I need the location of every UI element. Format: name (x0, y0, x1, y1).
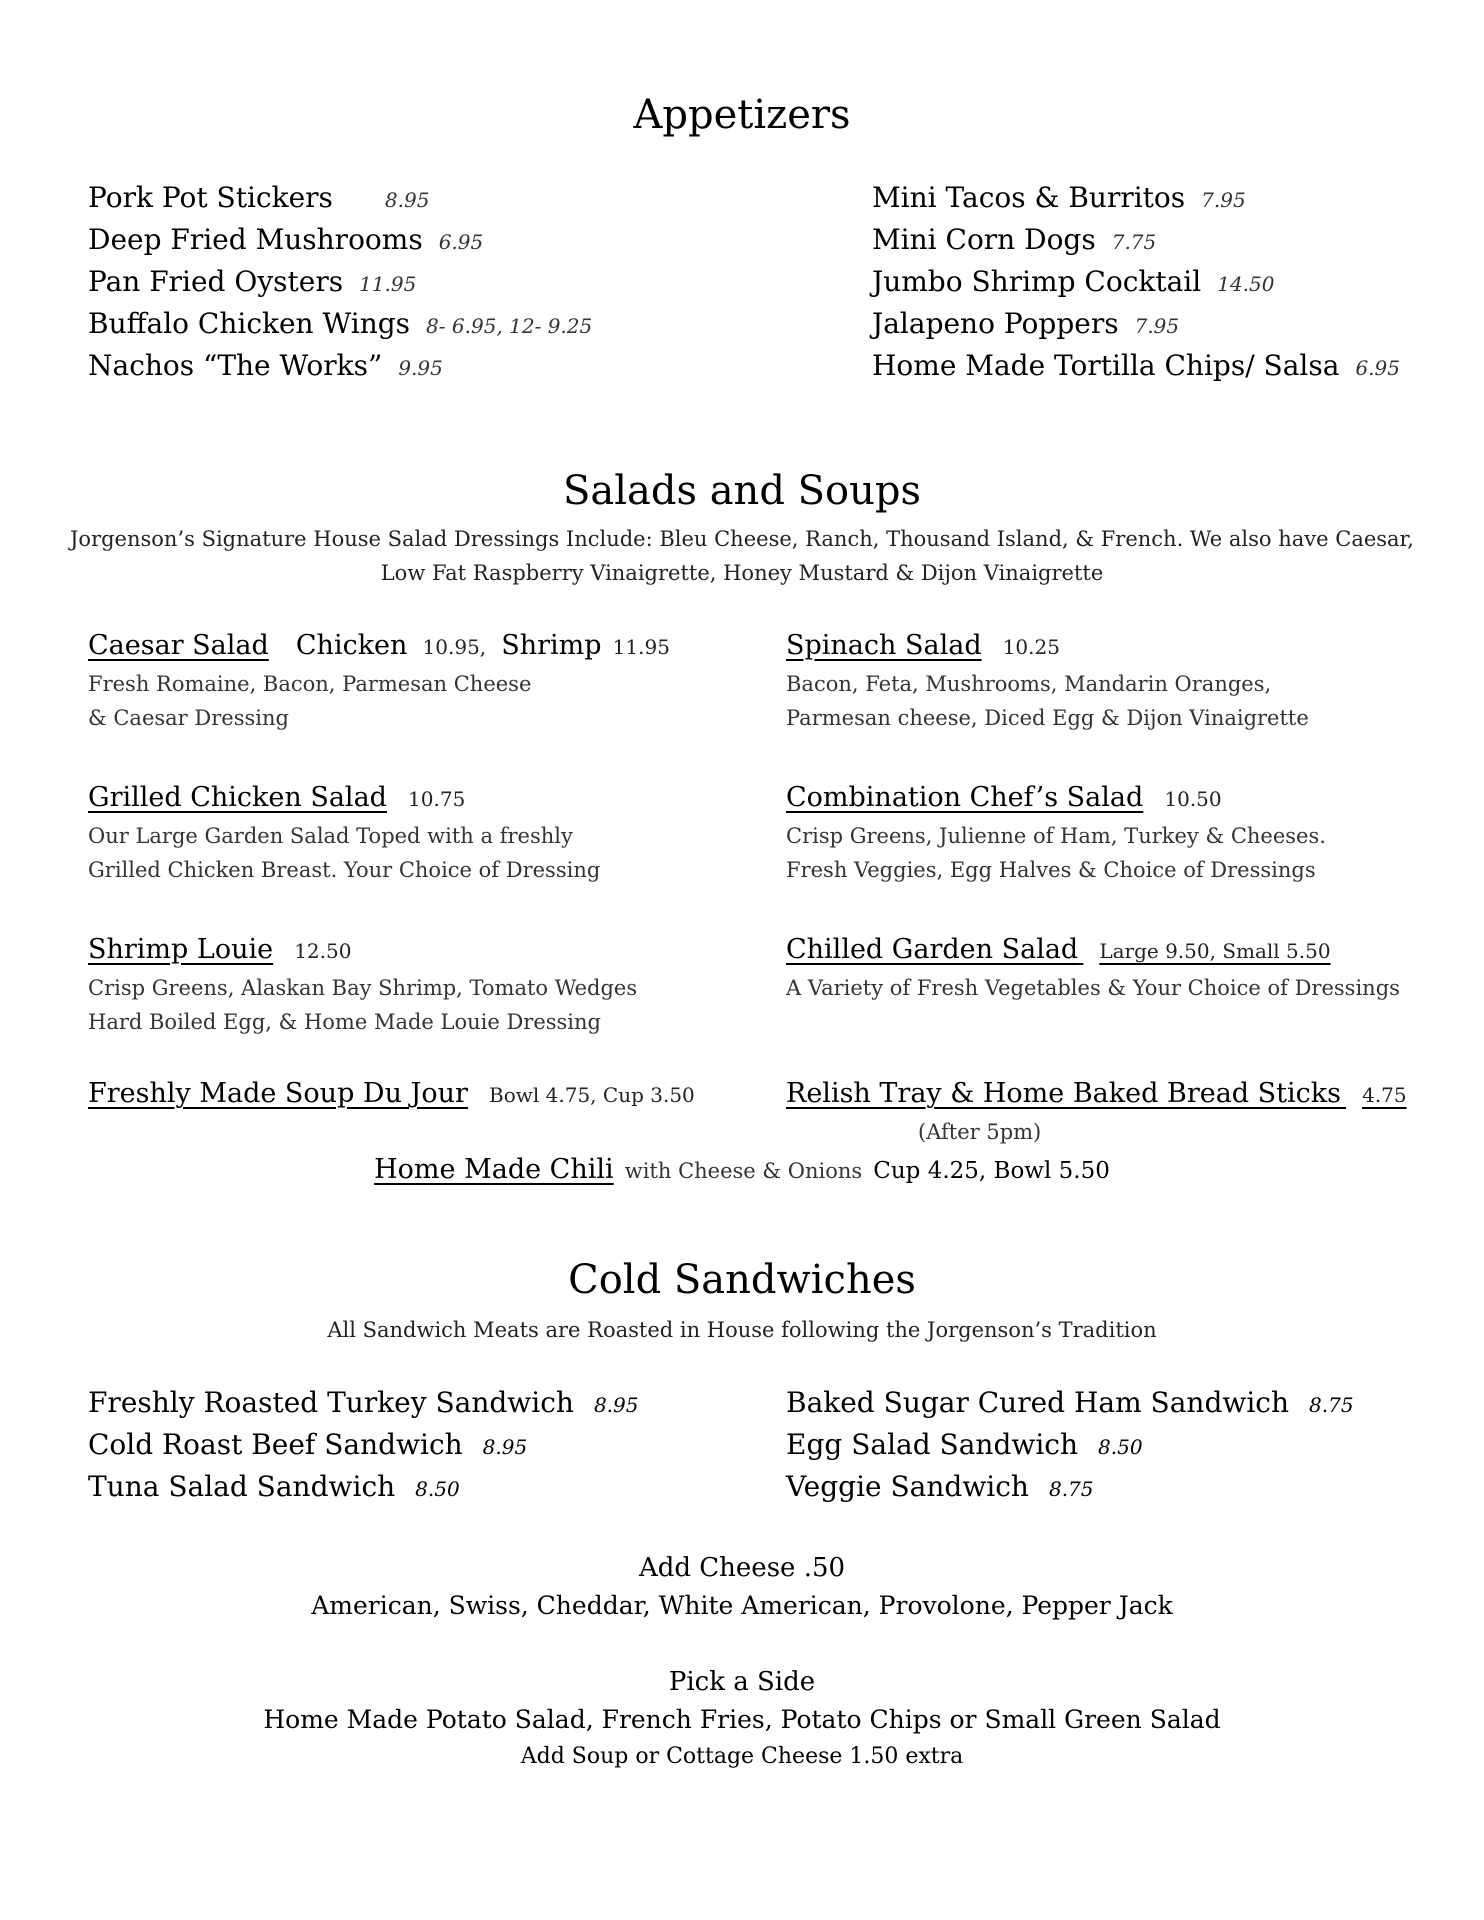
appetizer-name: Jumbo Shrimp Cocktail (872, 265, 1202, 298)
salad-price: 12.50 (294, 939, 352, 963)
sandwich-name: Tuna Salad Sandwich (88, 1470, 396, 1503)
appetizer-name: Mini Corn Dogs (872, 223, 1096, 256)
salads-heading: Salads and Soups (562, 468, 922, 514)
salad-description: Hard Boiled Egg, & Home Made Louie Dressing (88, 1010, 601, 1034)
dressings-note: Low Fat Raspberry Vinaigrette, Honey Mustard & Dijon Vinaigrette (380, 561, 1104, 585)
appetizer-price: 7.95 (1201, 188, 1246, 212)
salad-description: A Variety of Fresh Vegetables & Your Choice of Dressings (786, 976, 1400, 1000)
cheese-options: American, Swiss, Cheddar, White American, Provolone, Pepper Jack (311, 1591, 1173, 1620)
sandwich-item (88, 1470, 460, 1503)
salad-price: 10.25 (1002, 635, 1060, 659)
chili-title: Home Made Chili (374, 1154, 614, 1185)
salad-description: Grilled Chicken Breast. Your Choice of Dressing (88, 858, 601, 882)
relish-item (786, 1078, 1407, 1109)
add-cheese-title: Add Cheese .50 (638, 1553, 846, 1583)
appetizer-name: Mini Tacos & Burritos (872, 181, 1186, 214)
sandwich-name: Veggie Sandwich (786, 1470, 1029, 1503)
appetizer-item (872, 349, 1400, 382)
sandwich-name: Cold Roast Beef Sandwich (88, 1428, 463, 1461)
appetizer-price: 14.50 (1217, 272, 1275, 296)
appetizer-item (872, 307, 1179, 340)
sandwich-name: Baked Sugar Cured Ham Sandwich (786, 1386, 1290, 1419)
appetizer-price: 8- 6.95, 12- 9.25 (426, 314, 593, 338)
sandwich-item (786, 1470, 1094, 1503)
salad-price: 11.95 (612, 635, 670, 659)
pick-side-title: Pick a Side (668, 1667, 816, 1697)
salad-option-label: Shrimp (501, 630, 602, 661)
salad-title: Shrimp Louie (88, 934, 274, 965)
salad-price: 10.50 (1164, 787, 1222, 811)
appetizer-price: 6.95 (438, 230, 484, 254)
sandwich-item (786, 1386, 1354, 1419)
appetizer-name: Buffalo Chicken Wings (88, 307, 411, 340)
salad-title: Chilled Garden Salad (786, 934, 1079, 965)
salad-item-spinach (786, 630, 1060, 661)
salad-price: 10.75 (408, 787, 466, 811)
chili-item (0, 1154, 1484, 1188)
salad-item-grilled-chicken (88, 782, 465, 813)
appetizer-name: Pan Fried Oysters (88, 265, 344, 298)
appetizer-item (88, 181, 429, 214)
chili-price: Cup 4.25, Bowl 5.50 (873, 1158, 1110, 1184)
soup-title: Freshly Made Soup Du Jour (88, 1078, 468, 1109)
sandwich-price: 8.50 (415, 1477, 460, 1501)
appetizer-price: 7.95 (1134, 314, 1180, 338)
sandwich-price: 8.75 (1048, 1477, 1094, 1501)
appetizer-item (88, 265, 416, 298)
salad-description: & Caesar Dressing (88, 706, 289, 730)
sandwich-price: 8.95 (593, 1393, 639, 1417)
salad-item-chef (786, 782, 1222, 813)
soup-item (88, 1078, 695, 1109)
appetizer-name: Nachos “The Works” (88, 349, 383, 382)
appetizer-price: 9.95 (398, 356, 443, 380)
salad-title: Caesar Salad (88, 630, 269, 661)
salad-item-caesar (88, 630, 670, 661)
appetizer-price: 8.95 (384, 188, 430, 212)
appetizer-price: 7.75 (1111, 230, 1157, 254)
appetizer-item (88, 307, 592, 340)
appetizer-price: 11.95 (359, 272, 417, 296)
sandwich-price: 8.75 (1309, 1393, 1354, 1417)
sandwich-item (88, 1386, 638, 1419)
salad-description: Bacon, Feta, Mushrooms, Mandarin Oranges, (786, 672, 1272, 696)
salad-description: Fresh Romaine, Bacon, Parmesan Cheese (88, 672, 532, 696)
appetizer-item (872, 223, 1156, 256)
salad-item-shrimp-louie (88, 934, 351, 965)
appetizers-heading: Appetizers (633, 92, 851, 138)
relish-note: (After 5pm) (918, 1120, 1042, 1144)
appetizer-price: 6.95 (1355, 356, 1400, 380)
appetizer-item (88, 349, 443, 382)
salad-description: Parmesan cheese, Diced Egg & Dijon Vinaigrette (786, 706, 1309, 730)
side-extra: Add Soup or Cottage Cheese 1.50 extra (520, 1744, 964, 1769)
chili-with: with Cheese & Onions (624, 1159, 863, 1183)
sandwiches-heading: Cold Sandwiches (568, 1257, 916, 1303)
salad-price: 10.95, (422, 635, 487, 659)
side-options: Home Made Potato Salad, French Fries, Potato Chips or Small Green Salad (263, 1705, 1221, 1734)
appetizer-name: Jalapeno Poppers (872, 307, 1119, 340)
salad-description: Crisp Greens, Alaskan Bay Shrimp, Tomato Wedges (88, 976, 638, 1000)
appetizer-name: Pork Pot Stickers (88, 181, 333, 214)
sandwich-name: Egg Salad Sandwich (786, 1428, 1079, 1461)
salad-description: Our Large Garden Salad Toped with a freshly (88, 824, 573, 848)
salad-item-garden (786, 934, 1331, 965)
salad-description: Crisp Greens, Julienne of Ham, Turkey & Cheeses. (786, 824, 1326, 848)
salad-title: Spinach Salad (786, 630, 982, 661)
relish-price: 4.75 (1362, 1083, 1407, 1107)
sandwich-price: 8.50 (1098, 1435, 1143, 1459)
sandwich-name: Freshly Roasted Turkey Sandwich (88, 1386, 574, 1419)
appetizer-item (872, 181, 1246, 214)
sandwich-price: 8.95 (482, 1435, 528, 1459)
dressings-note: Jorgenson’s Signature House Salad Dressings Include: Bleu Cheese, Ranch, Thousand Island, & French. We also have Caesar, (70, 527, 1414, 551)
sandwich-item (786, 1428, 1143, 1461)
salad-title: Grilled Chicken Salad (88, 782, 387, 813)
relish-title: Relish Tray & Home Baked Bread Sticks (786, 1078, 1341, 1109)
soup-price: Bowl 4.75, Cup 3.50 (489, 1083, 695, 1107)
salad-description: Fresh Veggies, Egg Halves & Choice of Dressings (786, 858, 1316, 882)
salad-price: Large 9.50, Small 5.50 (1099, 939, 1331, 963)
appetizer-name: Deep Fried Mushrooms (88, 223, 423, 256)
appetizer-name: Home Made Tortilla Chips/ Salsa (872, 349, 1340, 382)
sandwich-item (88, 1428, 527, 1461)
salad-option-label: Chicken (295, 630, 408, 661)
appetizer-item (872, 265, 1274, 298)
sandwiches-note: All Sandwich Meats are Roasted in House following the Jorgenson’s Tradition (327, 1318, 1157, 1342)
appetizer-item (88, 223, 483, 256)
salad-title: Combination Chef’s Salad (786, 782, 1144, 813)
